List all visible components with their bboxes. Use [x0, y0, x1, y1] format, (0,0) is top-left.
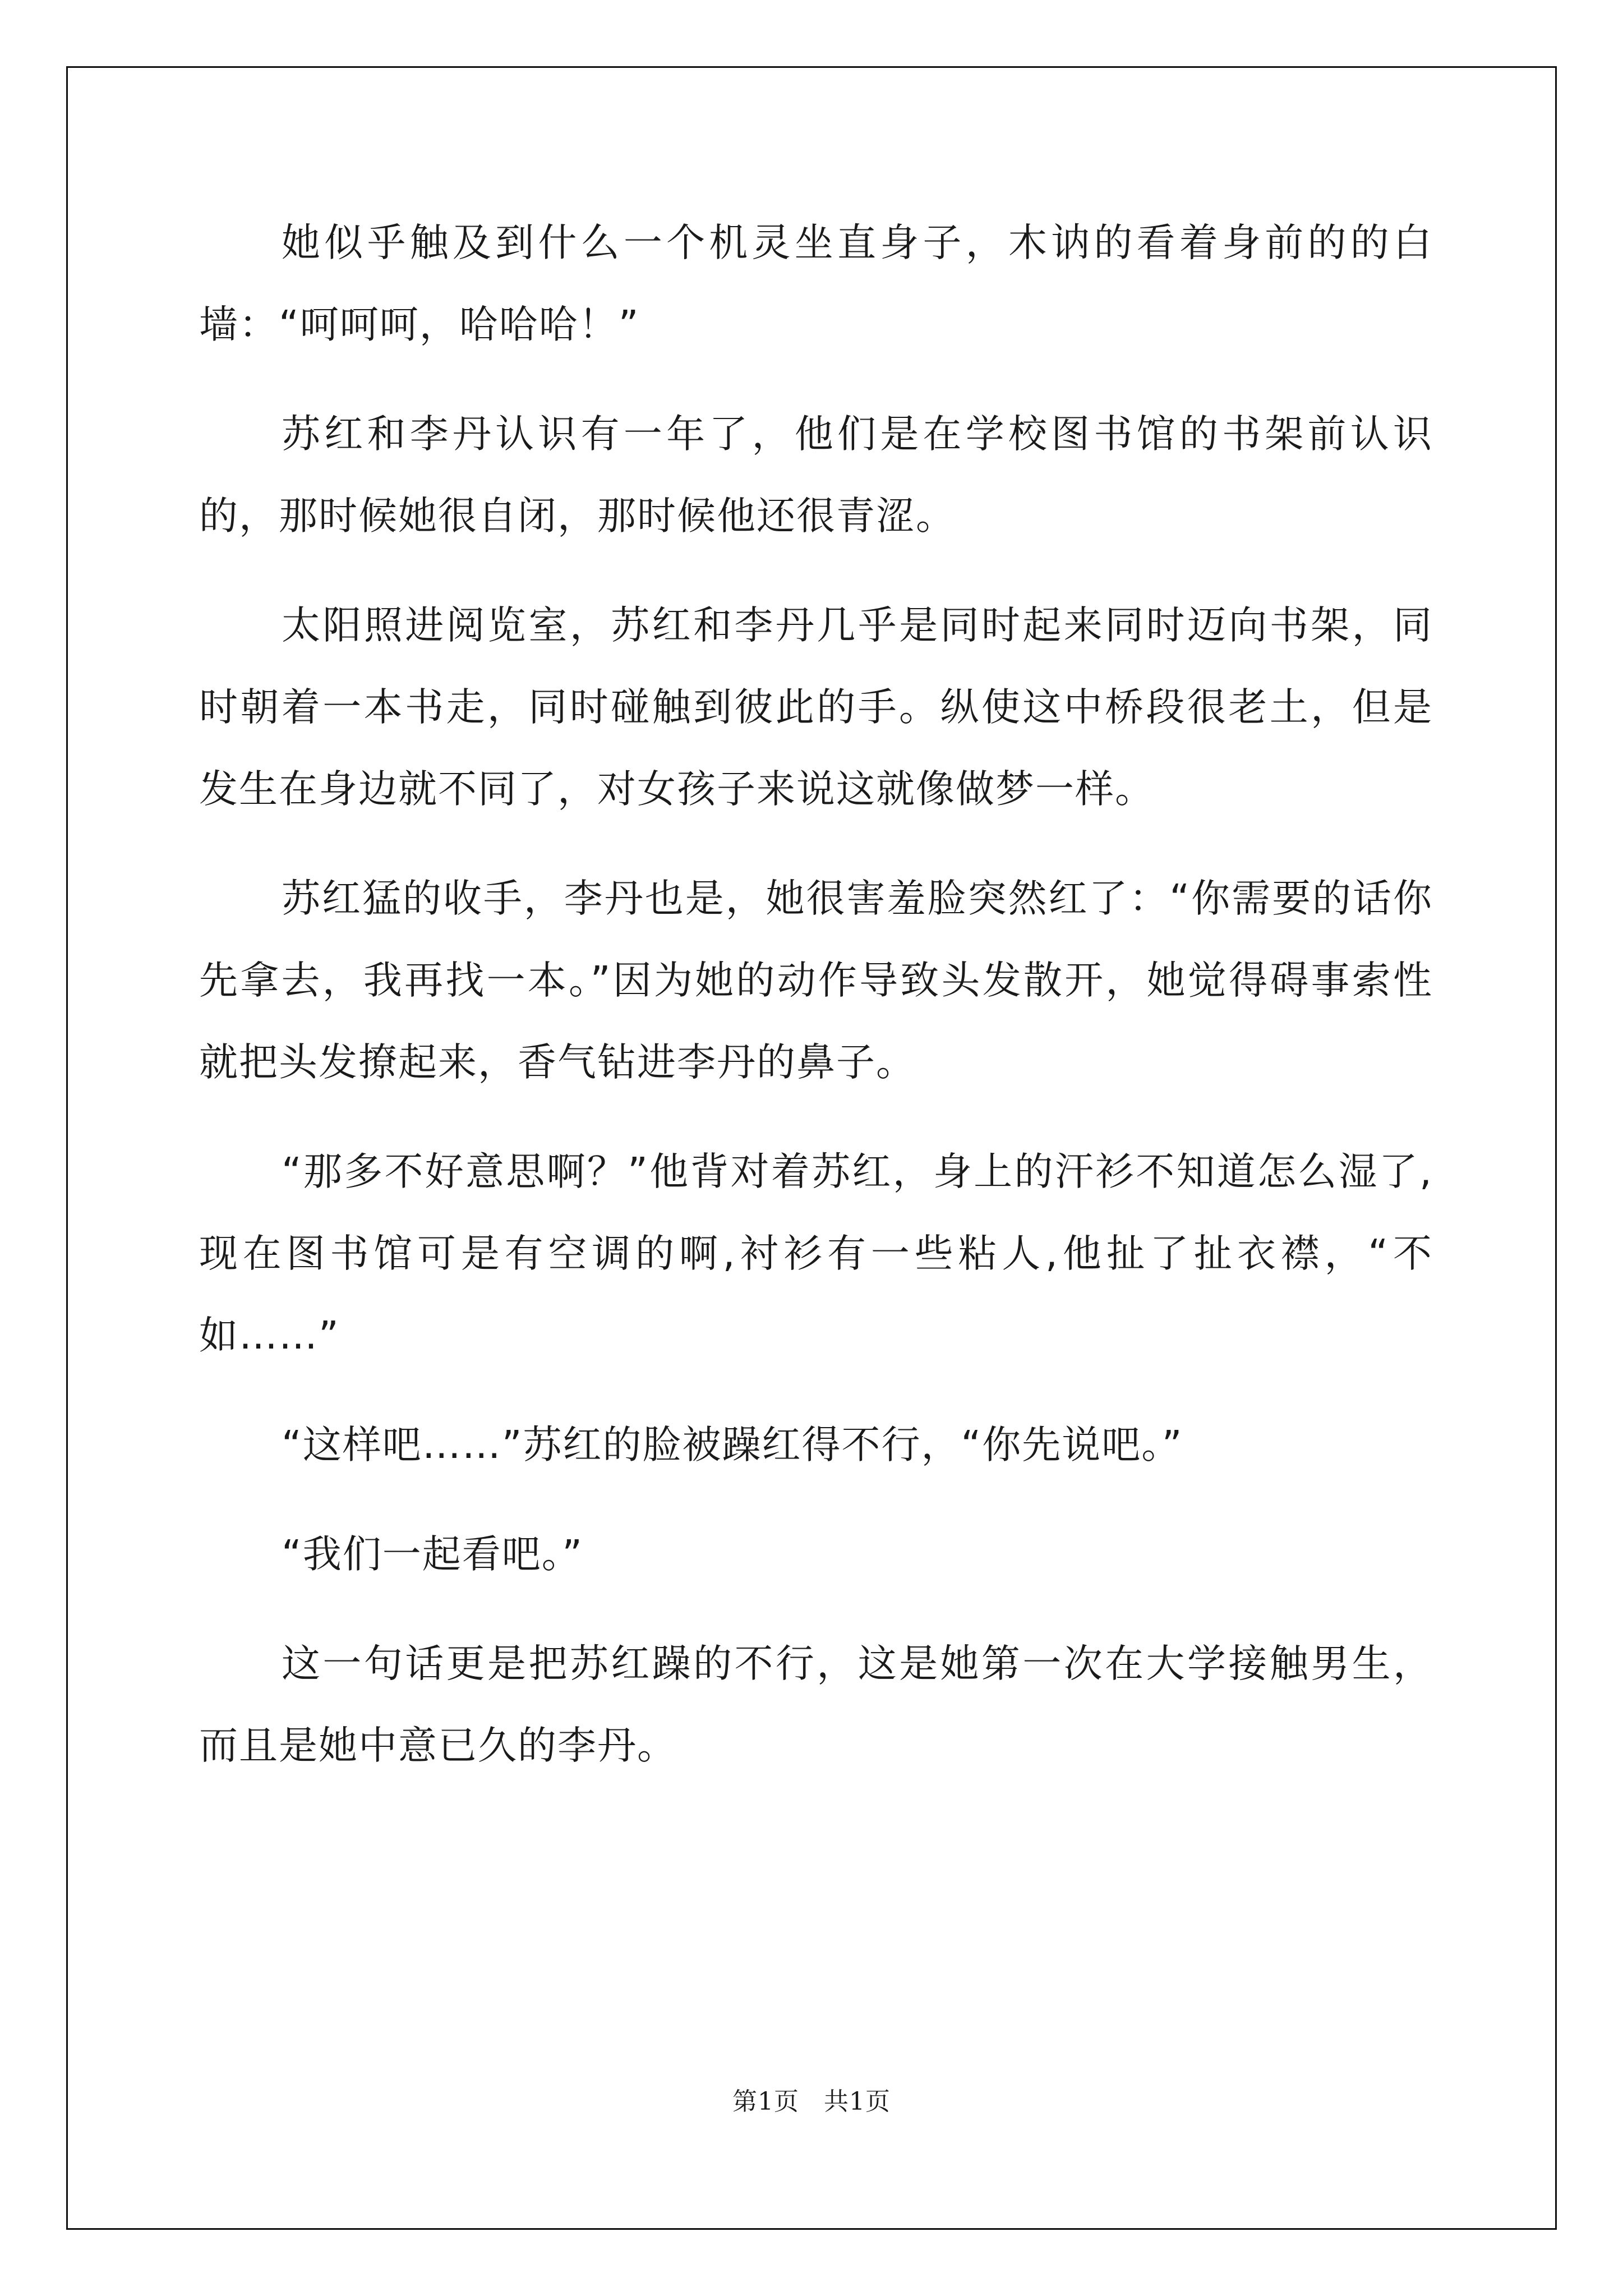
paragraph-4: 苏红猛的收手，李丹也是，她很害羞脸突然红了：“你需要的话你先拿去，我再找一本。”因为她的动作导致头发散开，她觉得碍事索性就把头发撩起来，香气钻进李丹的鼻子。 — [199, 876, 1433, 1085]
paragraph-8: 这一句话更是把苏红躁的不行，这是她第一次在大学接触男生，而且是她中意已久的李丹。 — [199, 1641, 1433, 1768]
page-footer — [0, 2081, 1623, 2117]
page-number-current: 第1页 — [732, 2087, 799, 2116]
paragraph-3: 太阳照进阅览室，苏红和李丹几乎是同时起来同时迈向书架，同时朝着一本书走，同时碰触到彼此的手。纵使这中桥段很老土，但是发生在身边就不同了，对女孩子来说这就像做梦一样。 — [199, 603, 1433, 812]
page-number-total: 共1页 — [824, 2087, 891, 2116]
paragraph-1: 她似乎触及到什么一个机灵坐直身子，木讷的看着身前的的白墙：“呵呵呵，哈哈哈！” — [199, 220, 1433, 347]
paragraph-5: “那多不好意思啊？”他背对着苏红，身上的汗衫不知道怎么湿了,现在图书馆可是有空调的啊,衬衫有一些粘人,他扯了扯衣襟，“不如……” — [199, 1149, 1433, 1358]
paragraph-7: “我们一起看吧。” — [282, 1532, 583, 1577]
document-body — [199, 202, 1433, 1814]
paragraph-2: 苏红和李丹认识有一年了，他们是在学校图书馆的书架前认识的，那时候她很自闭，那时候他还很青涩。 — [199, 412, 1433, 539]
paragraph-6: “这样吧……”苏红的脸被躁红得不行，“你先说吧。” — [282, 1423, 1183, 1467]
